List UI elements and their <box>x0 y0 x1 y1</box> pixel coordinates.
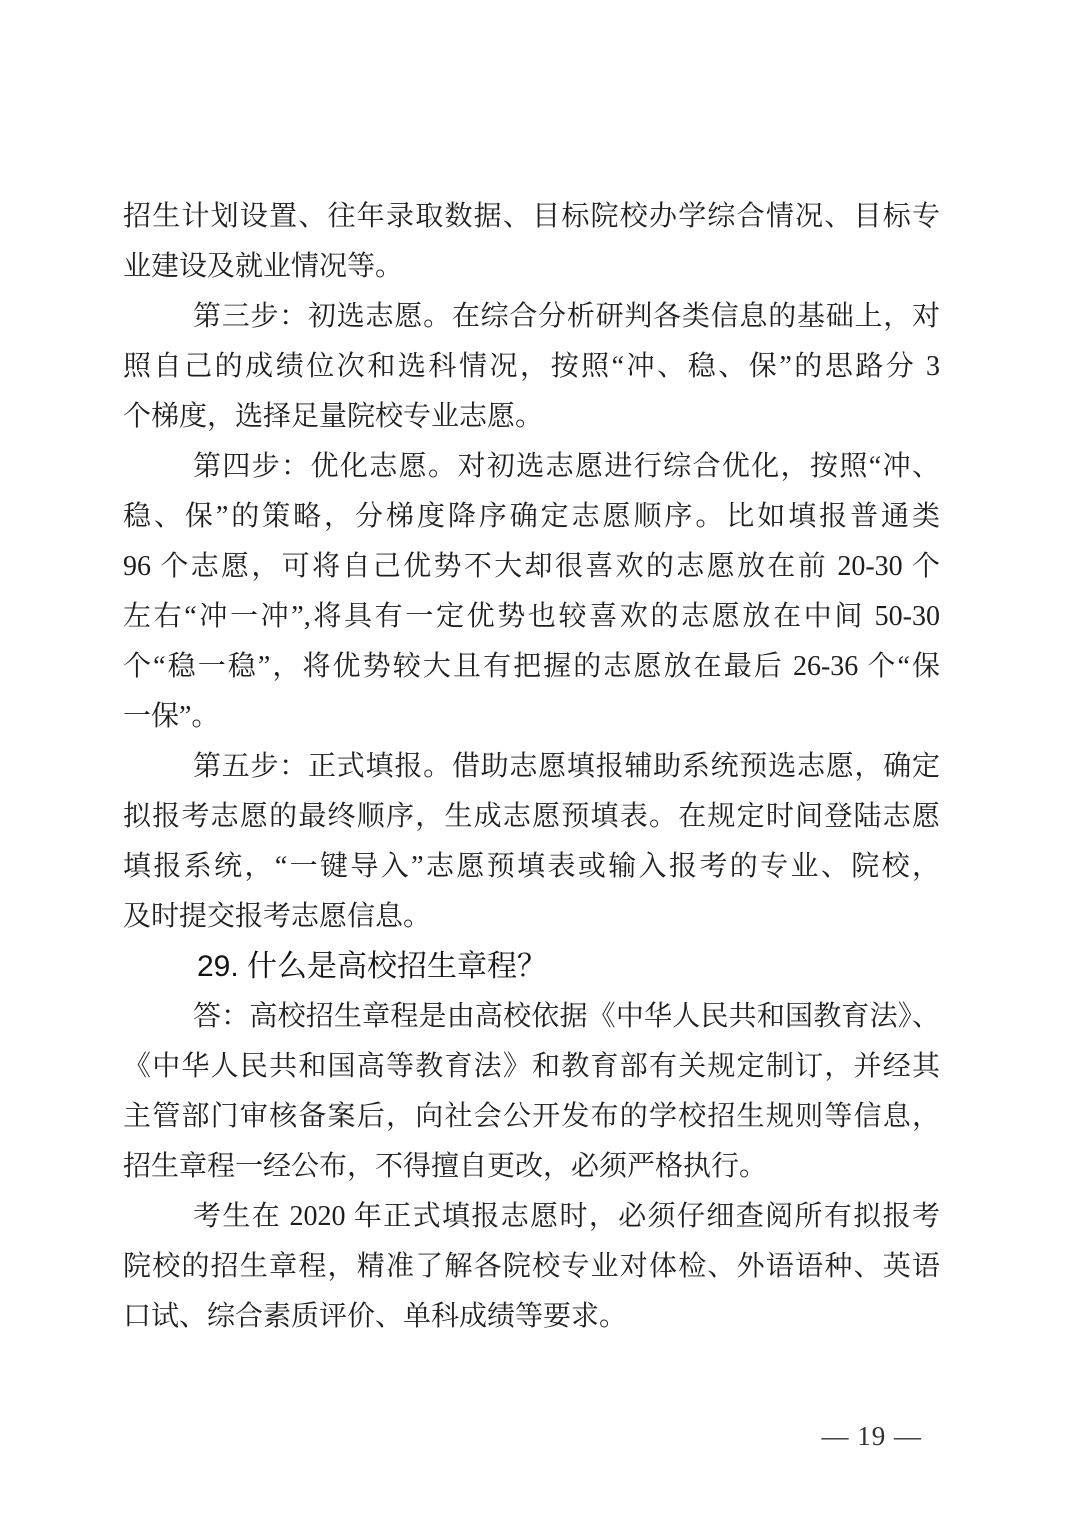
text-line: 96 个志愿，可将自己优势不大却很喜欢的志愿放在前 20-30 个 <box>123 551 940 582</box>
text-line: 考生在 2020 年正式填报志愿时，必须仔细查阅所有拟报考 <box>193 1201 940 1232</box>
text-line: 答：高校招生章程是由高校依据《中华人民共和国教育法》、 <box>193 1001 940 1032</box>
text-line: 招生计划设置、往年录取数据、目标院校办学综合情况、目标专 <box>123 201 940 232</box>
text-line: 业建设及就业情况等。 <box>123 251 404 282</box>
text-line: 主管部门审核备案后，向社会公开发布的学校招生规则等信息， <box>123 1101 940 1132</box>
text-line: 及时提交报考志愿信息。 <box>123 901 432 932</box>
page-number: — 19 — <box>821 1421 922 1451</box>
text-line: 填报系统，“一键导入”志愿预填表或输入报考的专业、院校， <box>123 851 940 882</box>
text-line: 个梯度，选择足量院校专业志愿。 <box>123 401 544 432</box>
text-line: 院校的招生章程，精准了解各院校专业对体检、外语语种、英语 <box>123 1251 940 1282</box>
text-line: 第四步：优化志愿。对初选志愿进行综合优化，按照“冲、 <box>193 451 940 482</box>
text-line: 一保”。 <box>123 701 220 732</box>
text-line: 口试、综合素质评价、单科成绩等要求。 <box>123 1301 628 1332</box>
document-body <box>123 192 940 1342</box>
text-line: 照自己的成绩位次和选科情况，按照“冲、稳、保”的思路分 3 <box>123 351 940 382</box>
text-line: 招生章程一经公布，不得擅自更改，必须严格执行。 <box>123 1151 768 1182</box>
text-line: 稳、保”的策略，分梯度降序确定志愿顺序。比如填报普通类 <box>123 501 940 532</box>
text-line: 左右“冲一冲”,将具有一定优势也较喜欢的志愿放在中间 50-30 <box>123 601 940 632</box>
section-heading: 29. 什么是高校招生章程？ <box>197 950 548 983</box>
text-line: 《中华人民共和国高等教育法》和教育部有关规定制订，并经其 <box>123 1051 940 1082</box>
text-line: 第三步：初选志愿。在综合分析研判各类信息的基础上，对 <box>193 301 940 332</box>
text-line: 拟报考志愿的最终顺序，生成志愿预填表。在规定时间登陆志愿 <box>123 801 940 832</box>
text-line: 第五步：正式填报。借助志愿填报辅助系统预选志愿，确定 <box>193 751 940 782</box>
text-line: 个“稳一稳”，将优势较大且有把握的志愿放在最后 26-36 个“保 <box>123 651 940 682</box>
